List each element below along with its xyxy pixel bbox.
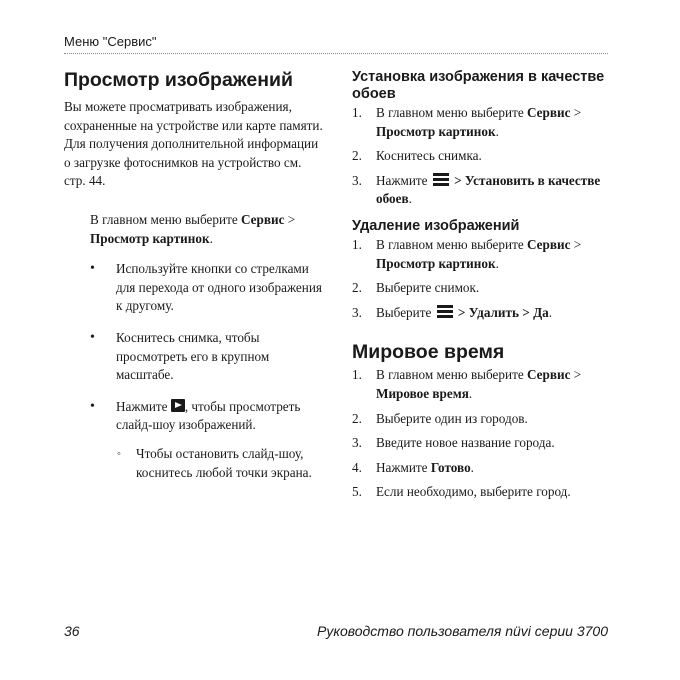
running-header: Меню "Сервис" (64, 34, 157, 49)
step-item (352, 104, 614, 141)
step-text: Выберите снимок. (376, 280, 480, 296)
path-separator: > (450, 172, 465, 188)
step-item (352, 434, 614, 453)
menu-path-service: Сервис (526, 367, 571, 383)
section-title-view-images: Просмотр изображений (64, 69, 293, 91)
section-view-images (64, 68, 326, 482)
list-item: • Используйте кнопки со стрелками для перехода от одного изображения к другому. (64, 260, 326, 316)
page-number: 36 (64, 623, 80, 639)
section-title-delete-images: Удаление изображений (352, 217, 520, 234)
step-number: 2. (352, 410, 362, 426)
path-separator: > (284, 211, 296, 227)
path-separator: > (454, 304, 469, 320)
section-delete-images (352, 218, 614, 322)
sub-list-item: ◦ Чтобы остановить слайд-шоу, коснитесь любой точки экрана. (116, 445, 326, 482)
menu-path-service: Сервис (240, 211, 285, 227)
step-number: 3. (352, 172, 362, 188)
sentence-end: . (470, 459, 474, 475)
menu-path-world-time: Мировое время (376, 385, 469, 401)
step-item (352, 483, 614, 502)
view-images-lead (90, 211, 326, 248)
menu-path-set-wallpaper: Установить в качестве обоев (376, 172, 601, 207)
view-images-bullets (64, 260, 326, 482)
path-separator: > (570, 236, 582, 252)
lead-text: В главном меню выберите (90, 211, 241, 227)
button-name-done: Готово (430, 459, 471, 475)
step-text: Введите новое название города. (376, 435, 555, 451)
step-text: Выберите один из городов. (376, 410, 528, 426)
step-item (352, 279, 614, 298)
step-item (352, 236, 614, 273)
section-set-wallpaper (352, 69, 614, 209)
step-item (352, 304, 614, 323)
menu-icon (433, 173, 449, 187)
sentence-end: . (468, 385, 473, 401)
left-column (64, 68, 326, 495)
step-number: 2. (352, 280, 362, 296)
step-number: 4. (352, 459, 362, 475)
step-number: 3. (352, 435, 362, 451)
menu-path-view-pictures: Просмотр картинок (376, 255, 496, 271)
section-world-time (352, 340, 614, 502)
delete-images-steps (352, 236, 614, 322)
menu-path-service: Сервис (526, 105, 571, 120)
view-images-intro: Вы можете просматривать изображения, сохраненные на устройстве или карте памяти. Для получения дополнительной информации о загрузке фотоснимков на устройство см. стр. 44. (64, 99, 323, 189)
step-number: 5. (352, 484, 362, 500)
play-icon (171, 399, 185, 412)
section-title-world-time: Мировое время (352, 341, 505, 364)
step-number: 2. (352, 148, 362, 164)
menu-path-service: Сервис (526, 236, 571, 252)
path-separator: > (518, 304, 534, 320)
list-item: • Коснитесь снимка, чтобы просмотреть его в крупном масштабе. (64, 329, 326, 385)
step-text: Нажмите (376, 172, 431, 188)
step-number: 3. (352, 304, 362, 320)
header-divider (64, 53, 608, 54)
path-separator: > (570, 367, 582, 383)
sentence-end: . (209, 230, 213, 246)
bullet-text: Нажмите (116, 398, 171, 414)
step-text: Выберите (376, 304, 435, 320)
step-text: В главном меню выберите (376, 236, 527, 252)
step-text: В главном меню выберите (376, 367, 527, 383)
section-title-set-wallpaper: Установка изображения в качестве обоев (352, 69, 605, 102)
step-text: В главном меню выберите (376, 105, 527, 120)
set-wallpaper-steps (352, 104, 614, 209)
menu-path-yes: Да (533, 304, 549, 320)
menu-path-view-pictures: Просмотр картинок (90, 230, 210, 246)
step-text: Коснитесь снимка. (376, 148, 482, 164)
menu-icon (437, 305, 453, 319)
sentence-end: . (408, 191, 412, 207)
step-number: 1. (352, 236, 362, 252)
right-column (352, 69, 614, 508)
step-item (352, 172, 614, 209)
footer-title: Руководство пользователя nüvi серии 3700 (317, 623, 608, 639)
step-item (352, 147, 614, 166)
path-separator: > (570, 105, 582, 120)
step-item (352, 459, 614, 478)
sentence-end: . (495, 123, 499, 139)
sentence-end: . (548, 304, 553, 320)
menu-path-delete: Удалить (468, 304, 519, 320)
step-text: Если необходимо, выберите город. (376, 484, 571, 500)
menu-path-view-pictures: Просмотр картинок (376, 123, 496, 139)
step-text: Нажмите (376, 459, 431, 475)
step-item (352, 366, 614, 403)
list-item (64, 398, 326, 482)
sentence-end: . (495, 255, 499, 271)
sub-bullets (116, 445, 326, 482)
step-number: 1. (352, 105, 362, 120)
step-number: 1. (352, 367, 362, 383)
step-item (352, 410, 614, 429)
world-time-steps (352, 366, 614, 502)
bullet-text: , чтобы просмотреть слайд-шоу изображений. (116, 398, 301, 433)
